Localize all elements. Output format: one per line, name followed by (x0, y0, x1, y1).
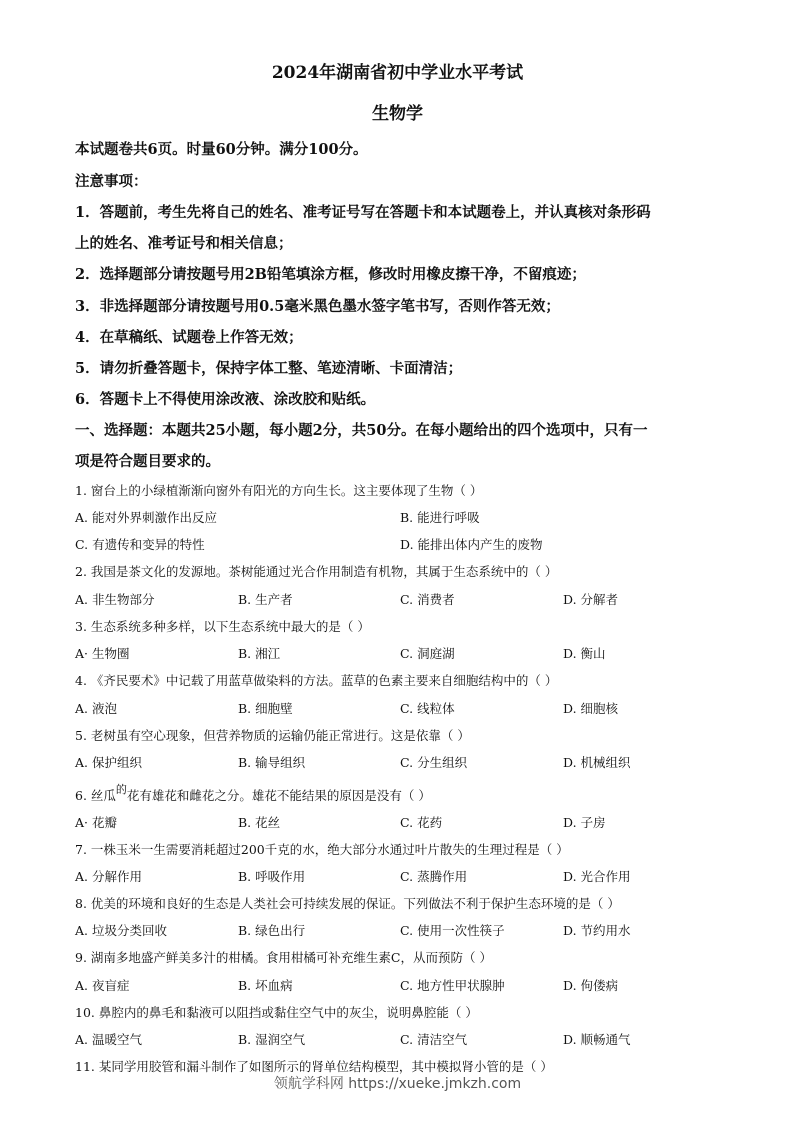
option-b: B. 坏血病 (238, 978, 293, 993)
option-a: A. 夜盲症 (75, 978, 130, 993)
question-stem: 10. 鼻腔内的鼻毛和黏液可以阻挡或黏住空气中的灰尘，说明鼻腔能（ ） (75, 1005, 478, 1020)
question-stem: 8. 优美的环境和良好的生态是人类社会可持续发展的保证。下列做法不利于保护生态环境的是（ ） (75, 896, 620, 911)
option-d: D. 能排出体内产生的废物 (400, 537, 543, 552)
option-c: C. 有遗传和变异的特性 (75, 537, 205, 552)
exam-subject: 生物学 (372, 104, 423, 124)
question-stem: 5. 老树虽有空心现象，但营养物质的运输仍能正常进行。这是依靠（ ） (75, 728, 470, 743)
option-c: C. 地方性甲状腺肿 (400, 978, 505, 993)
option-c: C. 蒸腾作用 (400, 869, 468, 884)
option-c: C. 分生组织 (400, 755, 468, 770)
question-stem: 2. 我国是茶文化的发源地。茶树能通过光合作用制造有机物，其属于生态系统中的（ ） (75, 564, 558, 579)
notice-item: 1．答题前，考生先将自己的姓名、准考证号写在答题卡和本试题卷上，并认真核对条形码 (75, 204, 651, 221)
option-d: D. 佝偻病 (563, 978, 619, 993)
option-d: D. 分解者 (563, 592, 619, 607)
notice-item: 6．答题卡上不得使用涂改液、涂改胶和贴纸。 (75, 391, 376, 408)
option-c: C. 使用一次性筷子 (400, 923, 505, 938)
option-d: D. 细胞核 (563, 701, 619, 716)
question-stem: 1. 窗台上的小绿植渐渐向窗外有阳光的方向生长。这主要体现了生物（ ） (75, 483, 483, 498)
option-b: B. 湘江 (238, 646, 281, 661)
option-c: C. 线粒体 (400, 701, 455, 716)
option-b: B. 绿色出行 (238, 923, 306, 938)
option-d: D. 节约用水 (563, 923, 631, 938)
section-heading: 项是符合题目要求的。 (75, 453, 220, 470)
option-c: C. 洞庭湖 (400, 646, 455, 661)
option-a: A. 分解作用 (75, 869, 142, 884)
question-stem: 3. 生态系统多种多样，以下生态系统中最大的是（ ） (75, 619, 370, 634)
option-a: A· 花瓣 (75, 815, 117, 830)
option-b: B. 呼吸作用 (238, 869, 306, 884)
option-b: B. 生产者 (238, 592, 293, 607)
option-d: D. 顺畅通气 (563, 1032, 631, 1047)
question-stem: 7. 一株玉米一生需要消耗超过200千克的水，绝大部分水通过叶片散失的生理过程是（ ） (75, 842, 569, 857)
stem-part: 6. 丝瓜 (75, 788, 116, 803)
question-stem: 11. 某同学用胶管和漏斗制作了如图所示的肾单位结构模型，其中模拟肾小管的是（ ） (75, 1059, 553, 1074)
option-c: C. 花药 (400, 815, 443, 830)
option-a: A. 温暖空气 (75, 1032, 142, 1047)
option-a: A. 非生物部分 (75, 592, 155, 607)
option-c: C. 消费者 (400, 592, 455, 607)
exam-info: 本试题卷共6页。时量60分钟。满分100分。 (75, 141, 368, 158)
option-d: D. 子房 (563, 815, 606, 830)
option-a: A. 保护组织 (75, 755, 142, 770)
section-heading: 一、选择题：本题共25小题，每小题2分，共50分。在每小题给出的四个选项中，只有一 (75, 422, 648, 439)
watermark-footer: 领航学科网 https://xueke.jmkzh.com (273, 1076, 522, 1092)
notice-item: 4．在草稿纸、试题卷上作答无效； (75, 329, 303, 346)
option-a: A. 垃圾分类回收 (75, 923, 167, 938)
stem-superscript: 的 (115, 783, 127, 796)
option-b: B. 花丝 (238, 815, 281, 830)
option-b: B. 细胞壁 (238, 701, 293, 716)
option-d: D. 机械组织 (563, 755, 631, 770)
question-stem: 9. 湖南多地盛产鲜美多汁的柑橘。食用柑橘可补充维生素C，从而预防（ ） (75, 950, 492, 965)
question-stem: 4. 《齐民要术》中记载了用蓝草做染料的方法。蓝草的色素主要来自细胞结构中的（ ） (75, 673, 558, 688)
option-b: B. 湿润空气 (238, 1032, 306, 1047)
option-a: A. 液泡 (75, 701, 117, 716)
option-d: D. 衡山 (563, 646, 606, 661)
option-a: A. 能对外界刺激作出反应 (75, 510, 217, 525)
question-stem (75, 783, 725, 804)
option-b: B. 能进行呼吸 (400, 510, 480, 525)
option-d: D. 光合作用 (563, 869, 631, 884)
notice-item: 上的姓名、准考证号和相关信息； (75, 235, 293, 252)
option-b: B. 输导组织 (238, 755, 306, 770)
notice-item: 5．请勿折叠答题卡，保持字体工整、笔迹清晰、卡面清洁； (75, 360, 463, 377)
option-c: C. 清洁空气 (400, 1032, 468, 1047)
exam-title: 2024年湖南省初中学业水平考试 (271, 63, 524, 83)
option-a: A· 生物圈 (75, 646, 130, 661)
stem-part: 花有雄花和雌花之分。雄花不能结果的原因是没有（ ） (126, 788, 431, 803)
notice-title: 注意事项： (75, 173, 148, 190)
notice-item: 3．非选择题部分请按题号用0.5毫米黑色墨水签字笔书写，否则作答无效； (75, 298, 560, 315)
notice-item: 2．选择题部分请按题号用2B铅笔填涂方框，修改时用橡皮擦干净，不留痕迹； (75, 266, 586, 283)
